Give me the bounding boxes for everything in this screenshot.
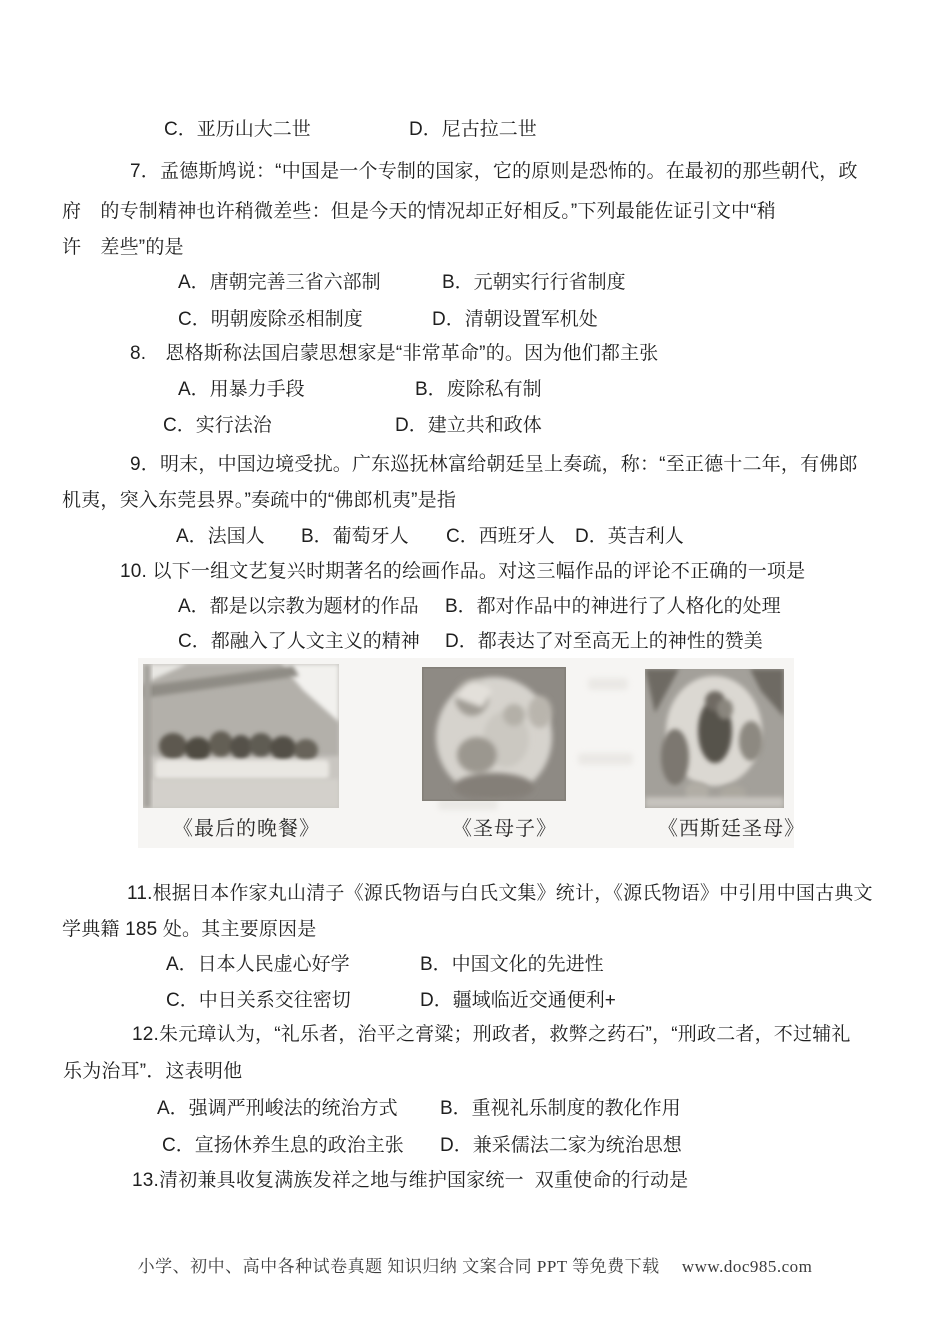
q12-option-a: A．强调严刑峻法的统治方式 <box>157 1098 398 1119</box>
q10-stem: 10. 以下一组文艺复兴时期著名的绘画作品。对这三幅作品的评论不正确的一项是 <box>120 561 806 582</box>
q12-stem-line2: 乐为治耳”．这表明他 <box>63 1061 243 1082</box>
q11-option-c: C．中日关系交往密切 <box>166 990 351 1011</box>
q7-stem-line2: 府 的专制精神也许稍微差些：但是今天的情况却正好相反。”下列最能佐证引文中“稍 <box>62 201 776 222</box>
q10-option-b: B．都对作品中的神进行了人格化的处理 <box>445 596 781 617</box>
q7-option-b: B．元朝实行行省制度 <box>442 272 626 293</box>
q8-option-b: B．废除私有制 <box>415 379 542 400</box>
q8-option-a: A．用暴力手段 <box>178 379 305 400</box>
q7-option-c: C．明朝废除丞相制度 <box>178 309 363 330</box>
q8-stem: 8. 恩格斯称法国启蒙思想家是“非常革命”的。因为他们都主张 <box>130 343 659 364</box>
painting-caption-last-supper: 《最后的晚餐》 <box>173 818 320 840</box>
q11-option-b: B．中国文化的先进性 <box>420 954 604 975</box>
q9-option-a: A．法国人 <box>176 526 265 547</box>
q10-option-c: C．都融入了人文主义的精神 <box>178 631 420 652</box>
q12-option-b: B．重视礼乐制度的教化作用 <box>440 1098 681 1119</box>
q6-option-d: D．尼古拉二世 <box>409 119 537 140</box>
painting-last-supper-image <box>143 664 339 808</box>
q9-stem-line1: 9．明末，中国边境受扰。广东巡抚林富给朝廷呈上奏疏，称：“至正德十二年，有佛郎 <box>130 454 858 475</box>
q10-option-a: A．都是以宗教为题材的作品 <box>178 596 419 617</box>
q11-option-a: A．日本人民虚心好学 <box>166 954 350 975</box>
q11-option-d: D．疆域临近交通便利+ <box>420 990 616 1011</box>
q12-stem-line1: 12.朱元璋认为，“礼乐者，治平之膏粱；刑政者，救弊之药石”，“刑政二者，不过辅礼 <box>132 1024 851 1045</box>
q13-stem: 13.清初兼具收复满族发祥之地与维护国家统一 双重使命的行动是 <box>132 1170 689 1191</box>
q11-stem-line2: 学典籍 185 处。其主要原因是 <box>62 919 317 940</box>
footer-download-watermark: 小学、初中、高中各种试卷真题 知识归纳 文案合同 PPT 等免费下载 www.doc985.com <box>137 1257 813 1276</box>
painting-caption-sistine-madonna: 《西斯廷圣母》 <box>658 818 805 840</box>
q7-option-a: A．唐朝完善三省六部制 <box>178 272 381 293</box>
q9-stem-line2: 机夷，突入东莞县界。”奏疏中的“佛郎机夷”是指 <box>62 490 457 511</box>
q9-option-b: B．葡萄牙人 <box>301 526 409 547</box>
q8-option-d: D．建立共和政体 <box>395 415 542 436</box>
q8-option-c: C．实行法治 <box>163 415 272 436</box>
painting-sistine-madonna-image <box>645 669 784 808</box>
q7-stem-line3: 许 差些”的是 <box>62 237 184 258</box>
q7-stem-line1: 7．孟德斯鸠说：“中国是一个专制的国家，它的原则是恐怖的。在最初的那些朝代，政 <box>130 161 858 182</box>
q9-option-d: D．英吉利人 <box>575 526 684 547</box>
q12-option-d: D．兼采儒法二家为统治思想 <box>440 1135 682 1156</box>
painting-caption-madonna-and-child: 《圣母子》 <box>452 818 557 840</box>
q10-option-d: D．都表达了对至高无上的神性的赞美 <box>445 631 763 652</box>
q12-option-c: C．宣扬休养生息的政治主张 <box>162 1135 404 1156</box>
painting-madonna-and-child-image <box>422 667 566 801</box>
q6-option-c: C．亚历山大二世 <box>164 119 311 140</box>
q9-option-c: C．西班牙人 <box>446 526 555 547</box>
q11-stem-line1: 11.根据日本作家丸山清子《源氏物语与白氏文集》统计，《源氏物语》中引用中国古典文 <box>127 883 873 904</box>
q7-option-d: D．清朝设置军机处 <box>432 309 598 330</box>
